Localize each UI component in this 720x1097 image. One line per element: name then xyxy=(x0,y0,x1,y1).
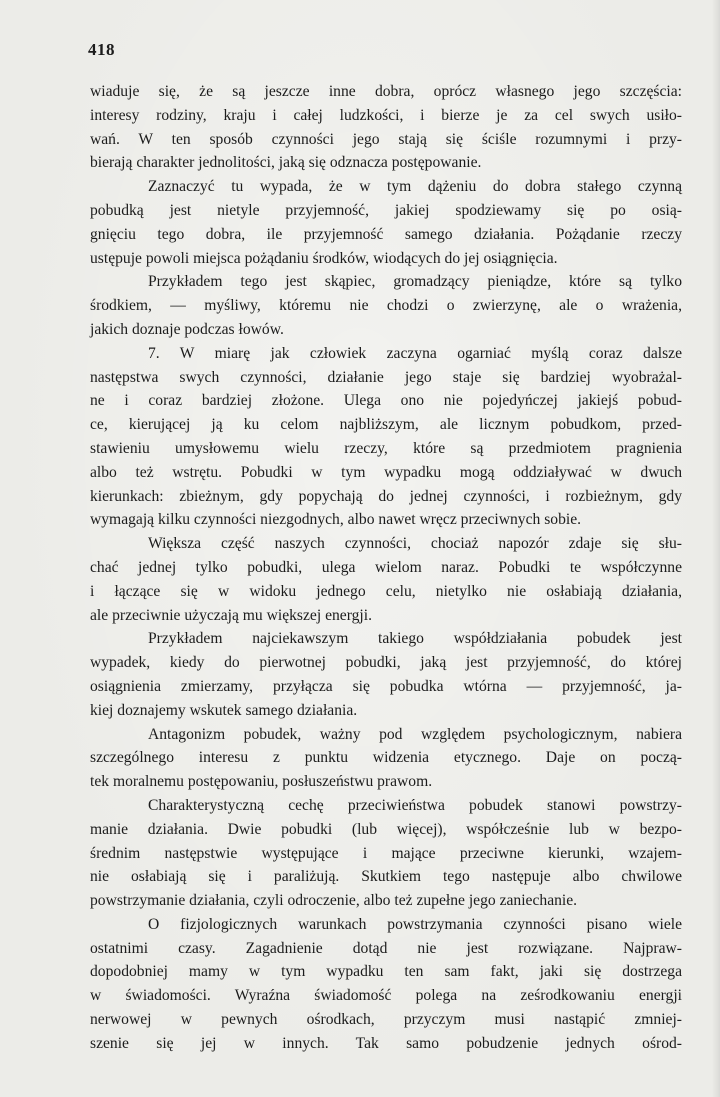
page-number: 418 xyxy=(88,40,115,59)
text-line: wypadek, kiedy do pierwotnej pobudki, jaką jest przyjemność, do której xyxy=(90,654,682,672)
text-line: kierunkach: zbieżnym, gdy popychają do jednej czynności, i rozbieżnym, gdy xyxy=(90,487,682,505)
text-line: nie osłabiają się i paraliżują. Skutkiem tego następuje albo chwilowe xyxy=(90,868,682,886)
text-line: jakich doznaje podczas łowów. xyxy=(90,320,284,338)
text-line: Zaznaczyć tu wypada, że w tym dążeniu do dobra stałego czynną xyxy=(148,178,682,196)
text-line: ustępuje powoli miejsca pożądaniu środków, wiodących do jej osiągnięcia. xyxy=(90,249,558,267)
text-line: średnim następstwie występujące i mające przeciwne kierunki, wzajem- xyxy=(90,844,682,862)
text-line: dopodobniej mamy w tym wypadku ten sam fakt, jaki się dostrzega xyxy=(90,963,682,981)
text-line: bierają charakter jednolitości, jaką się odznacza postępowanie. xyxy=(90,154,482,172)
text-line: kiej doznajemy wskutek samego działania. xyxy=(90,701,358,719)
text-line: nerwowej w pewnych ośrodkach, przyczym musi nastąpić zmniej- xyxy=(90,1011,682,1029)
text-line: Większa część naszych czynności, chociaż napozór zdaje się słu- xyxy=(148,535,682,553)
text-line: 7. W miarę jak człowiek zaczyna ogarniać myślą coraz dalsze xyxy=(148,344,682,362)
text-line: manie działania. Dwie pobudki (lub więcej), współcześnie lub w bezpo- xyxy=(90,820,682,838)
text-line: wiaduje się, że są jeszcze inne dobra, oprócz własnego jego szczęścia: xyxy=(90,83,682,100)
text-line: interesy rodziny, kraju i całej ludzkości, i bierze je za cel swych usiło- xyxy=(90,106,682,124)
text-line: ne i coraz bardziej złożone. Ulega ono nie pojedyńczej jakiejś pobud- xyxy=(90,392,682,410)
text-line: Przykładem najciekawszym takiego współdziałania pobudek jest xyxy=(148,630,682,648)
text-line: i łączące się w widoku jednego celu, nietylko nie osłabiają działania, xyxy=(90,582,682,600)
text-line: ostatnimi czasy. Zagadnienie dotąd nie jest rozwiązane. Najpraw- xyxy=(90,939,682,957)
text-line: osiągnienia zmierzamy, przyłącza się pobudka wtórna — przyjemność, ja- xyxy=(90,677,682,695)
text-line: gnięciu tego dobra, ile przyjemność samego działania. Pożądanie rzeczy xyxy=(90,225,682,243)
text-line: stawieniu umysłowemu wielu rzeczy, które są przedmiotem pragnienia xyxy=(90,439,682,457)
text-line: szczególnego interesu z punktu widzenia etycznego. Daje on począ- xyxy=(90,749,682,767)
text-line: następstwa swych czynności, działanie jego staje się bardziej wyobrażal- xyxy=(90,368,682,386)
text-line: Antagonizm pobudek, ważny pod względem psychologicznym, nabiera xyxy=(148,725,682,743)
text-line: tek moralnemu postępowaniu, posłuszeństwu prawom. xyxy=(90,773,433,791)
text-line: wań. W ten sposób czynności jego stają się ściśle rozumnymi i przy- xyxy=(90,130,682,148)
text-line: szenie się jej w innych. Tak samo pobudzenie jednych ośrod- xyxy=(90,1034,682,1052)
text-line: w świadomości. Wyraźna świadomość polega na ześrodkowaniu energji xyxy=(90,987,682,1005)
text-line: Przykładem tego jest skąpiec, gromadzący pieniądze, które są tylko xyxy=(148,273,682,291)
text-line: wymagają kilku czynności niezgodnych, albo nawet wręcz przeciwnych sobie. xyxy=(90,511,582,529)
text-line: chać jednej tylko pobudki, ulega wielom naraz. Pobudki te współczynne xyxy=(90,558,682,576)
text-line: ale przeciwnie użyczają mu większej energji. xyxy=(90,606,372,624)
text-line: albo też wstrętu. Pobudki w tym wypadku mogą oddziaływać w dwuch xyxy=(90,463,682,481)
page-edge-shadow xyxy=(712,0,720,1097)
text-line: powstrzymanie działania, czyli odroczenie, albo też zupełne jego zaniechanie. xyxy=(90,892,578,910)
page-text-body xyxy=(90,80,682,1056)
text-line: ce, kierującej ją ku celom najbliższym, ale licznym pobudkom, przed- xyxy=(90,416,682,434)
text-line: środkiem, — myśliwy, któremu nie chodzi o zwierzynę, ale o wrażenia, xyxy=(90,297,682,315)
text-line: Charakterystyczną cechę przeciwieństwa pobudek stanowi powstrzy- xyxy=(148,796,682,814)
text-line: pobudką jest nietyle przyjemność, jakiej spodziewamy się po osią- xyxy=(90,201,682,219)
text-line: O fizjologicznych warunkach powstrzymania czynności pisano wiele xyxy=(148,915,682,933)
